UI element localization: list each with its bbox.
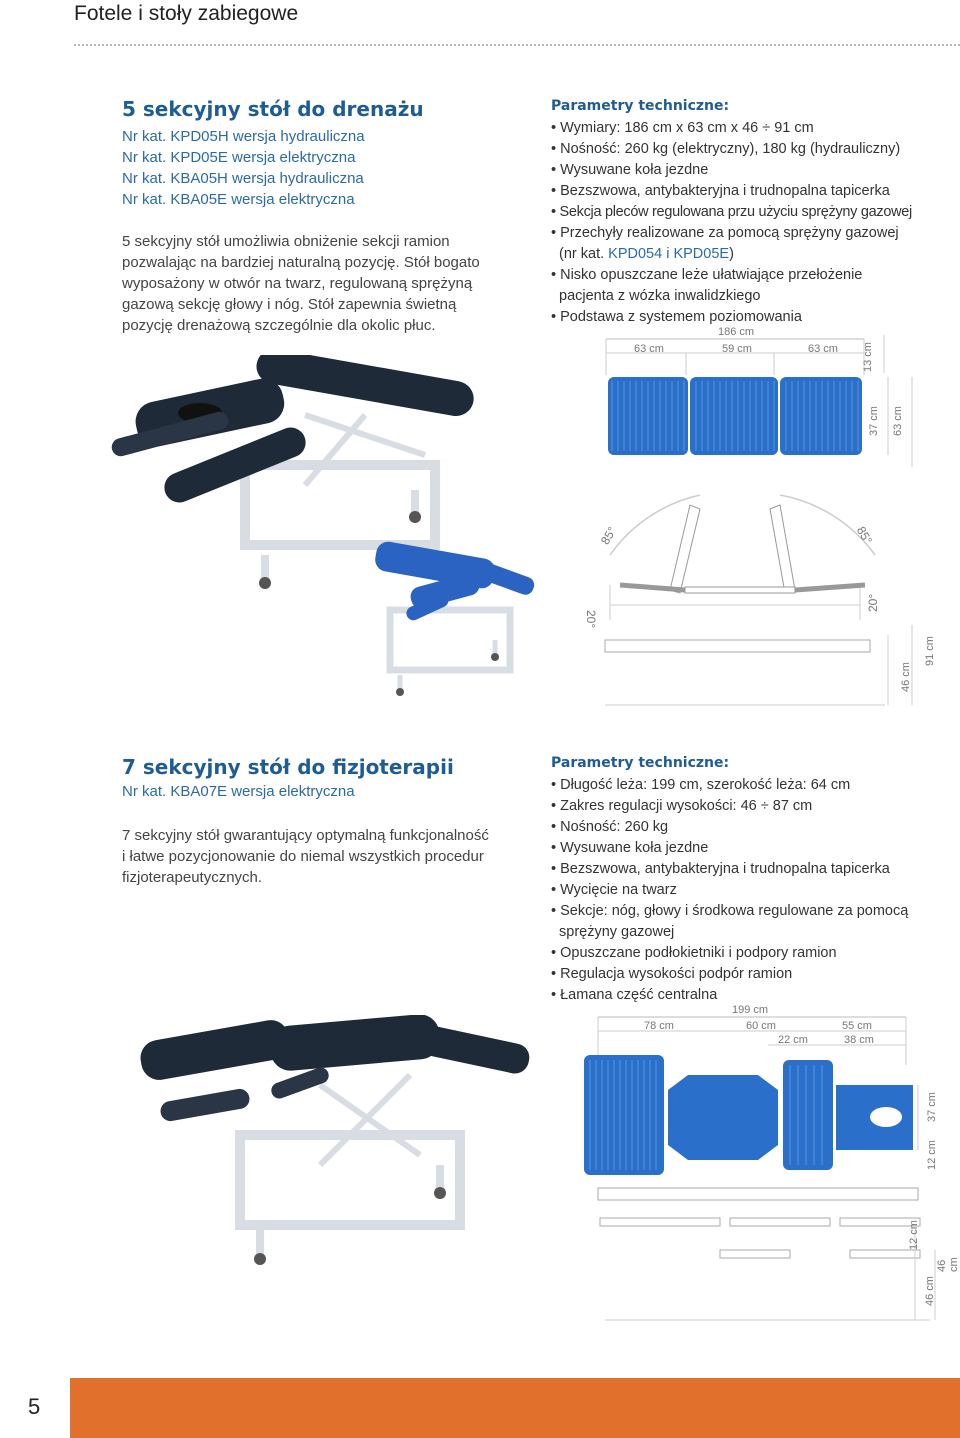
param-item: • Przechyły realizowane za pomocą sprężyny gazowej	[551, 223, 951, 244]
param-item: • Opuszczane podłokietniki i podpory ramion	[551, 943, 951, 964]
param-item: • Zakres regulacji wysokości: 46 ÷ 87 cm	[551, 796, 951, 817]
param-item: • Wycięcie na twarz	[551, 880, 951, 901]
dim-section-b: 59 cm	[722, 343, 752, 355]
dim7-h12: 12 cm	[926, 1140, 938, 1170]
param-item: • Sekcje: nóg, głowy i środkowa regulowane za pomocą	[551, 901, 951, 922]
dim-h46: 46 cm	[900, 662, 912, 692]
param-item: • Bezszwowa, antybakteryjna i trudnopalna tapicerka	[551, 859, 951, 880]
section2-params-title: Parametry techniczne:	[551, 755, 730, 771]
desc-line: 5 sekcyjny stół umożliwia obniżenie sekcji ramion	[122, 233, 450, 250]
catalog-code: Nr kat. KPD05E wersja elektryczna	[122, 149, 356, 166]
catalog-code: Nr kat. KBA05H wersja hydrauliczna	[122, 170, 364, 187]
dim7-b: 60 cm	[746, 1020, 776, 1032]
section1-codes	[122, 126, 365, 210]
catalog-code: Nr kat. KPD05H wersja hydrauliczna	[122, 128, 365, 145]
desc-line: i łatwe pozycjonowanie do niemal wszystkich procedur	[122, 848, 484, 865]
section2-description	[122, 825, 489, 888]
param-codes: KPD054 i KPD05E	[608, 246, 730, 262]
catalog-code: Nr kat. KBA05E wersja elektryczna	[122, 191, 355, 208]
param-item: • Długość leża: 199 cm, szerokość leża: 64 cm	[551, 775, 951, 796]
section1-params-list	[551, 118, 951, 328]
dim-h37: 37 cm	[868, 406, 880, 436]
param-item: • Wysuwane koła jezdne	[551, 838, 951, 859]
angle-20-left: 20°	[584, 610, 598, 629]
param-item-continuation: sprężyny gazowej	[559, 924, 675, 940]
param-item: • Nisko opuszczane leże ułatwiające przełożenie	[551, 265, 951, 286]
desc-line: pozycję drenażową szczególnie dla okolic płuc.	[122, 317, 436, 334]
dim7-v46a: 46 cm	[924, 1276, 936, 1306]
angle-20-right: 20°	[866, 593, 880, 612]
param-item-continuation: pacjenta z wózka inwalidzkiego	[559, 288, 761, 304]
section1-params-title: Parametry techniczne:	[551, 98, 730, 114]
dim7-total: 199 cm	[732, 1004, 769, 1016]
desc-line: pozwalając na bardziej naturalną pozycję. Stół bogato	[122, 254, 480, 271]
dim-h91: 91 cm	[924, 636, 936, 666]
dim-h13: 13 cm	[862, 342, 874, 372]
section2-side-view-diagram	[590, 1180, 960, 1330]
dim7-h37: 37 cm	[926, 1092, 938, 1122]
param-item: • Nośność: 260 kg	[551, 817, 951, 838]
param-text: (nr kat.	[559, 246, 609, 262]
param-item: • Podstawa z systemem poziomowania	[551, 307, 951, 328]
angle-85-left: 85°	[598, 524, 620, 547]
angle-85-right: 85°	[853, 524, 876, 547]
section1-description	[122, 231, 480, 336]
running-header: Fotele i stoły zabiegowe	[74, 2, 299, 25]
section2-title: 7 sekcyjny stół do fizjoterapii	[122, 755, 454, 779]
table-section-middle	[690, 377, 778, 455]
dim7-v12: 12 cm	[908, 1220, 920, 1250]
photo-7-section-table	[120, 1015, 540, 1275]
dim-h63: 63 cm	[892, 406, 904, 436]
section2-code: Nr kat. KBA07E wersja elektryczna	[122, 783, 355, 800]
photo-5-section-table-blue	[370, 540, 540, 705]
param-item: • Sekcja pleców regulowana przu użyciu sprężyny gazowej	[551, 202, 951, 223]
desc-line: wyposażony w otwór na twarz, regulowaną sprężyną	[122, 275, 473, 292]
face-hole	[870, 1107, 902, 1127]
dim7-e: 38 cm	[844, 1034, 874, 1046]
param-item: • Wymiary: 186 cm x 63 cm x 46 ÷ 91 cm	[551, 118, 951, 139]
dim7-v46b: 46 cm	[936, 1257, 960, 1272]
param-item: • Bezszwowa, antybakteryjna i trudnopalna tapicerka	[551, 181, 951, 202]
param-text: )	[729, 246, 734, 262]
dim7-c: 55 cm	[842, 1020, 872, 1032]
page-number: 5	[28, 1394, 41, 1419]
param-item-continuation	[551, 244, 951, 265]
param-item: • Regulacja wysokości podpór ramion	[551, 964, 951, 985]
param-item: • Łamana część centralna	[551, 985, 951, 1006]
footer-bar	[0, 1378, 960, 1438]
desc-line: 7 sekcyjny stół gwarantujący optymalną funkcjonalność	[122, 827, 489, 844]
table7-section-center	[668, 1075, 778, 1160]
desc-line: fizjoterapeutycznych.	[122, 869, 263, 886]
desc-line: gazową sekcję głowy i nóg. Stół zapewnia świetną	[122, 296, 457, 313]
param-item: • Nośność: 260 kg (elektryczny), 180 kg (hydrauliczny)	[551, 139, 951, 160]
dim7-a: 78 cm	[644, 1020, 674, 1032]
dim-section-c: 63 cm	[808, 343, 838, 355]
dim7-d: 22 cm	[778, 1034, 808, 1046]
section1-title: 5 sekcyjny stół do drenażu	[122, 97, 424, 121]
section2-params-list	[551, 775, 951, 1006]
param-item: • Wysuwane koła jezdne	[551, 160, 951, 181]
dim-section-a: 63 cm	[634, 343, 664, 355]
header-rule	[74, 44, 960, 46]
dim-total-length: 186 cm	[718, 326, 755, 338]
